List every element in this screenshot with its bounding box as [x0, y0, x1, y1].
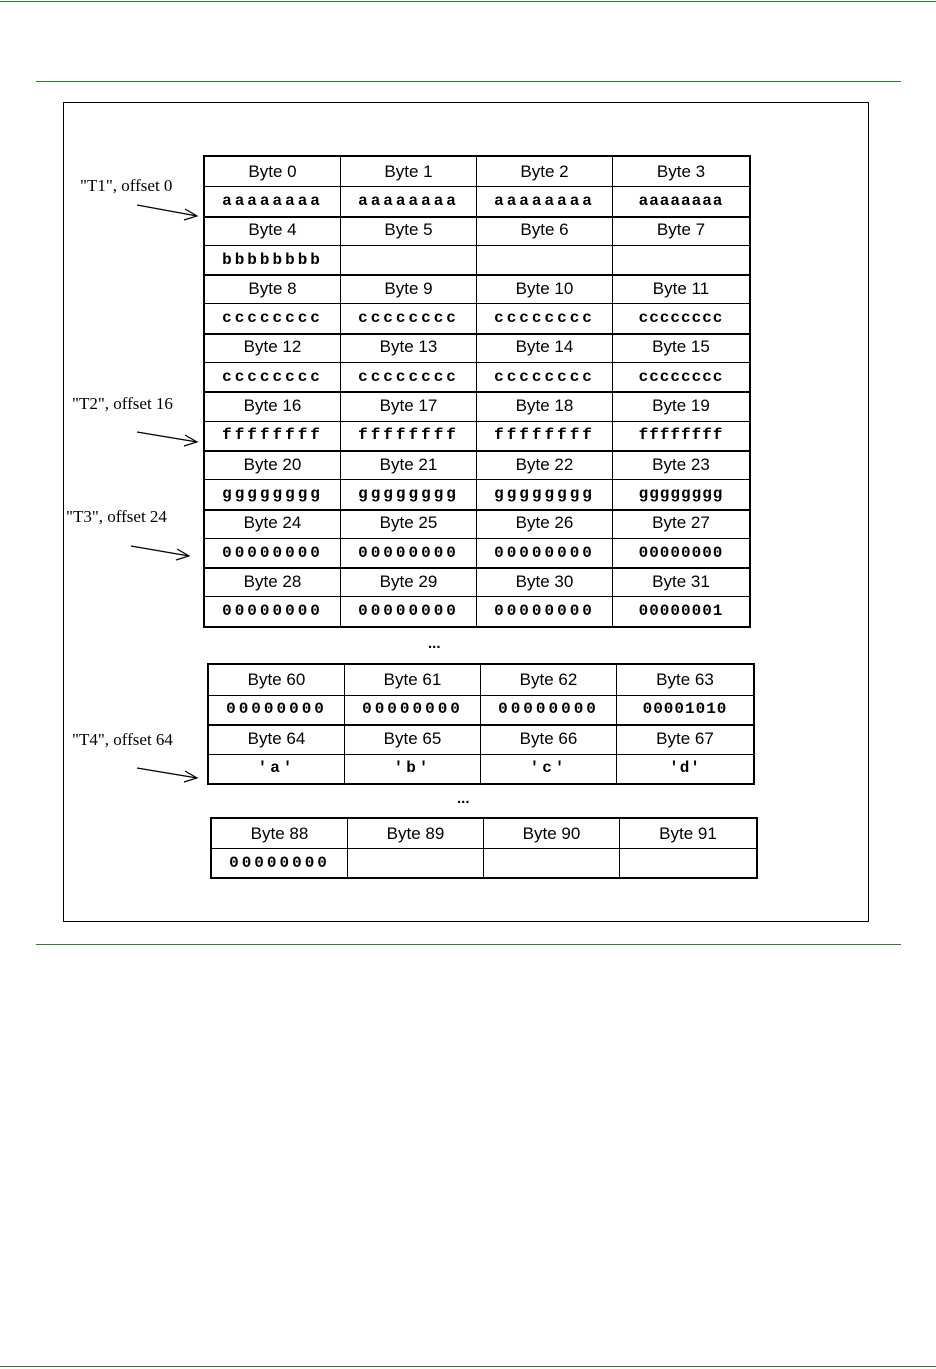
- byte-header-row: [205, 567, 749, 597]
- byte-header-row: [212, 819, 756, 849]
- byte-header-row: [205, 216, 749, 246]
- byte-header-cell: Byte 17: [341, 391, 477, 420]
- byte-value-cell: 00000000: [341, 538, 477, 567]
- byte-table-60-67: [207, 663, 755, 785]
- byte-header-cell: Byte 1: [341, 157, 477, 186]
- byte-value-cell: gggggggg: [341, 479, 477, 508]
- byte-header-cell: Byte 18: [477, 391, 613, 420]
- byte-header-cell: Byte 25: [341, 509, 477, 538]
- byte-table-88-91: [210, 817, 758, 879]
- byte-value-cell: ffffffff: [477, 421, 613, 450]
- byte-value-cell: 00000000: [341, 597, 477, 626]
- byte-value-cell: ffffffff: [205, 421, 341, 450]
- byte-value-row: [205, 538, 749, 569]
- byte-value-cell: aaaaaaaa: [341, 186, 477, 215]
- byte-value-cell: 00000000: [205, 597, 341, 626]
- label-t2: "T2", offset 16: [72, 394, 173, 413]
- byte-header-cell: Byte 3: [656, 161, 706, 181]
- byte-header-cell: Byte 27: [652, 513, 710, 533]
- byte-value-cell: 00000000: [477, 538, 613, 567]
- byte-value-cell: cccccccc: [638, 309, 724, 328]
- byte-value-cell: 00000001: [638, 602, 724, 621]
- byte-value-cell: cccccccc: [341, 362, 477, 391]
- byte-header-cell: Byte 28: [205, 567, 341, 596]
- byte-header-cell: Byte 61: [345, 665, 481, 695]
- byte-header-cell: Byte 30: [477, 567, 613, 596]
- byte-header-cell: Byte 60: [209, 665, 345, 695]
- label-t4: "T4", offset 64: [72, 730, 173, 749]
- byte-header-cell: Byte 16: [205, 391, 341, 420]
- byte-value-cell: 'a': [209, 754, 345, 784]
- byte-value-cell: 'd': [669, 759, 701, 778]
- byte-header-cell: Byte 89: [348, 819, 484, 848]
- byte-header-cell: Byte 8: [205, 274, 341, 303]
- byte-header-cell: Byte 67: [656, 728, 714, 748]
- figure-top-rule: [36, 81, 901, 82]
- byte-header-row: [205, 333, 749, 363]
- label-t3: "T3", offset 24: [66, 507, 167, 526]
- byte-header-cell: Byte 19: [652, 396, 710, 416]
- byte-header-cell: Byte 22: [477, 450, 613, 479]
- byte-header-cell: Byte 24: [205, 509, 341, 538]
- byte-header-cell: Byte 4: [205, 216, 341, 245]
- byte-header-cell: Byte 90: [484, 819, 620, 848]
- top-rule: [0, 1, 936, 2]
- byte-value-row: [205, 304, 749, 335]
- byte-header-cell: Byte 5: [341, 216, 477, 245]
- byte-header-cell: Byte 7: [656, 220, 706, 240]
- byte-value-cell: 'c': [481, 754, 617, 784]
- byte-value-cell: gggggggg: [638, 484, 724, 503]
- byte-header-cell: Byte 9: [341, 274, 477, 303]
- bottom-rule: [0, 1366, 936, 1367]
- byte-header-cell: Byte 91: [659, 823, 717, 843]
- byte-value-cell: ffffffff: [341, 421, 477, 450]
- byte-header-row: [205, 391, 749, 421]
- byte-value-cell: [613, 245, 749, 274]
- byte-header-row: [209, 724, 753, 755]
- byte-header-cell: Byte 64: [209, 724, 345, 754]
- byte-value-row: [205, 186, 749, 217]
- byte-value-cell: 00001010: [642, 700, 728, 719]
- byte-value-cell: 00000000: [205, 538, 341, 567]
- byte-value-cell: aaaaaaaa: [638, 191, 724, 210]
- byte-value-cell: 00000000: [638, 543, 724, 562]
- byte-header-row: [205, 157, 749, 187]
- byte-header-cell: Byte 62: [481, 665, 617, 695]
- byte-header-cell: Byte 66: [481, 724, 617, 754]
- byte-value-cell: cccccccc: [205, 362, 341, 391]
- byte-value-cell: aaaaaaaa: [205, 186, 341, 215]
- byte-value-cell: cccccccc: [638, 367, 724, 386]
- byte-header-cell: Byte 65: [345, 724, 481, 754]
- byte-header-cell: Byte 2: [477, 157, 613, 186]
- byte-value-cell: 00000000: [209, 695, 345, 725]
- byte-value-cell: gggggggg: [205, 479, 341, 508]
- byte-value-row: [205, 245, 749, 276]
- byte-value-row: [205, 479, 749, 510]
- byte-header-row: [205, 274, 749, 304]
- byte-value-row: [205, 421, 749, 452]
- byte-value-row: [209, 695, 753, 727]
- byte-value-cell: 'b': [345, 754, 481, 784]
- byte-header-cell: Byte 26: [477, 509, 613, 538]
- label-t1: "T1", offset 0: [80, 176, 173, 195]
- byte-header-row: [209, 665, 753, 696]
- byte-value-cell: 00000000: [212, 848, 348, 877]
- byte-header-cell: Byte 20: [205, 450, 341, 479]
- byte-value-cell: bbbbbbbb: [205, 245, 341, 274]
- byte-value-cell: 00000000: [481, 695, 617, 725]
- byte-value-cell: aaaaaaaa: [477, 186, 613, 215]
- byte-value-cell: cccccccc: [477, 362, 613, 391]
- byte-header-cell: Byte 29: [341, 567, 477, 596]
- byte-header-cell: Byte 10: [477, 274, 613, 303]
- byte-header-cell: Byte 0: [205, 157, 341, 186]
- byte-header-cell: Byte 21: [341, 450, 477, 479]
- byte-table-0-31: [203, 155, 751, 628]
- byte-header-cell: Byte 31: [652, 571, 710, 591]
- byte-header-cell: Byte 88: [212, 819, 348, 848]
- byte-value-row: [205, 362, 749, 393]
- byte-header-cell: Byte 14: [477, 333, 613, 362]
- byte-value-row: [209, 754, 753, 784]
- ellipsis-2: ...: [457, 790, 470, 807]
- byte-header-cell: Byte 12: [205, 333, 341, 362]
- byte-value-cell: 00000000: [477, 597, 613, 626]
- byte-header-cell: Byte 11: [652, 278, 710, 298]
- byte-value-cell: [477, 245, 613, 274]
- byte-header-cell: Byte 13: [341, 333, 477, 362]
- ellipsis-1: ...: [428, 635, 441, 652]
- byte-value-cell: cccccccc: [205, 304, 341, 333]
- byte-value-row: [212, 848, 756, 877]
- byte-value-cell: [341, 245, 477, 274]
- byte-value-cell: 00000000: [345, 695, 481, 725]
- byte-value-cell: ffffffff: [638, 426, 724, 445]
- byte-value-row: [205, 597, 749, 626]
- byte-value-cell: cccccccc: [477, 304, 613, 333]
- byte-header-cell: Byte 6: [477, 216, 613, 245]
- byte-value-cell: [620, 848, 756, 877]
- figure-bottom-rule: [36, 944, 901, 945]
- byte-header-cell: Byte 23: [652, 454, 710, 474]
- byte-header-cell: Byte 15: [652, 337, 710, 357]
- byte-value-cell: cccccccc: [341, 304, 477, 333]
- byte-header-row: [205, 450, 749, 480]
- byte-header-cell: Byte 63: [656, 669, 714, 689]
- byte-value-cell: gggggggg: [477, 479, 613, 508]
- byte-value-cell: [484, 848, 620, 877]
- byte-value-cell: [348, 848, 484, 877]
- byte-header-row: [205, 509, 749, 539]
